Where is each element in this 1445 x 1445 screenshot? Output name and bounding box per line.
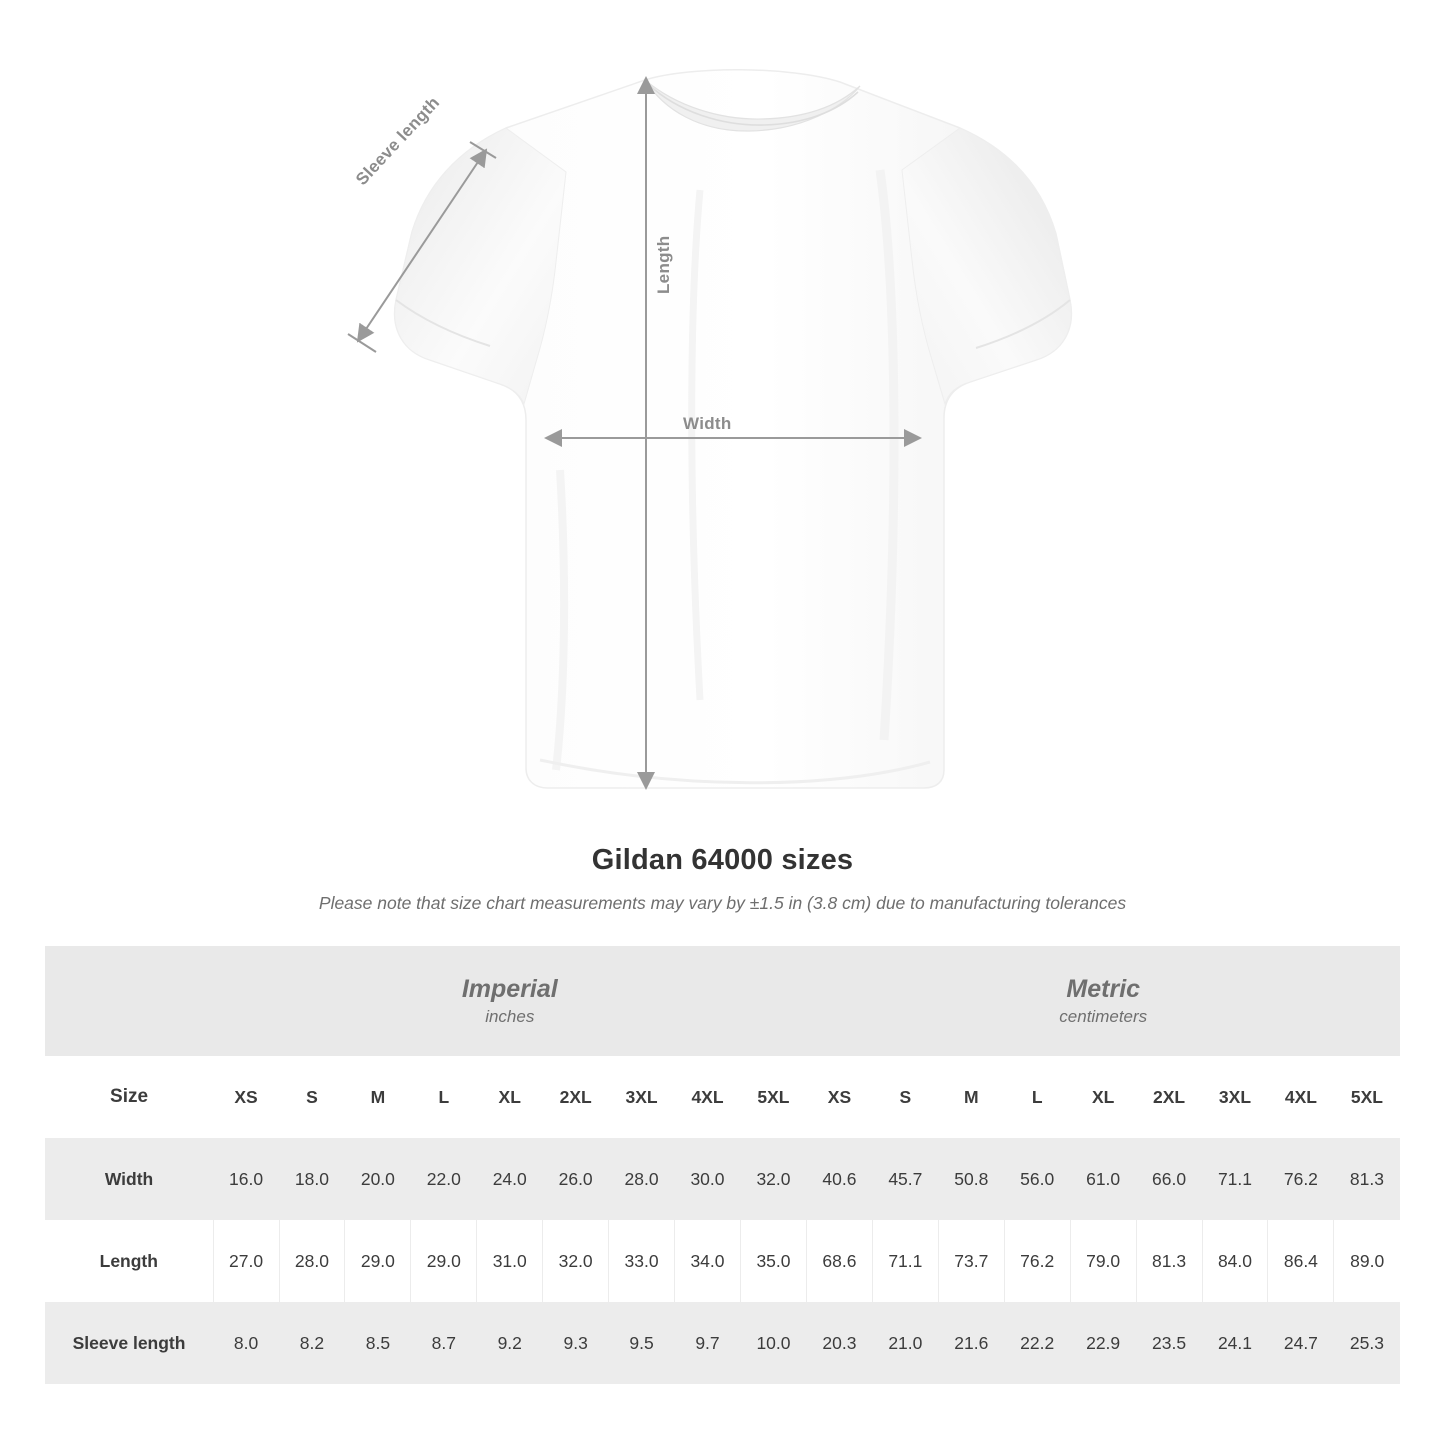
size-header-cell: M	[345, 1056, 411, 1138]
cell-width: 81.3	[1334, 1138, 1400, 1220]
cell-width: 40.6	[806, 1138, 872, 1220]
size-header-cell: 2XL	[543, 1056, 609, 1138]
cell-length: 27.0	[213, 1220, 279, 1302]
cell-length: 34.0	[675, 1220, 741, 1302]
cell-length: 79.0	[1070, 1220, 1136, 1302]
size-chart-table	[45, 946, 1400, 1384]
page-title: Gildan 64000 sizes	[591, 844, 854, 876]
tolerance-note: Please note that size chart measurements may vary by ±1.5 in (3.8 cm) due to manufacturing tolerances	[318, 893, 1127, 913]
cell-length: 73.7	[938, 1220, 1004, 1302]
sleeve-length-dimension-label: Sleeve length	[352, 92, 444, 189]
cell-sleeve-length: 22.9	[1070, 1302, 1136, 1384]
cell-sleeve-length: 9.3	[543, 1302, 609, 1384]
cell-width: 32.0	[740, 1138, 806, 1220]
cell-sleeve-length: 9.2	[477, 1302, 543, 1384]
row-label-length: Length	[45, 1220, 213, 1302]
cell-width: 45.7	[872, 1138, 938, 1220]
cell-sleeve-length: 8.0	[213, 1302, 279, 1384]
cell-length: 29.0	[345, 1220, 411, 1302]
cell-sleeve-length: 9.5	[609, 1302, 675, 1384]
cell-length: 29.0	[411, 1220, 477, 1302]
imperial-group-header	[213, 946, 806, 1056]
cell-length: 81.3	[1136, 1220, 1202, 1302]
cell-sleeve-length: 8.5	[345, 1302, 411, 1384]
cell-sleeve-length: 8.7	[411, 1302, 477, 1384]
size-header-cell: S	[279, 1056, 345, 1138]
size-header-label: Size	[45, 1056, 213, 1138]
cell-width: 56.0	[1004, 1138, 1070, 1220]
cell-length: 84.0	[1202, 1220, 1268, 1302]
cell-sleeve-length: 24.1	[1202, 1302, 1268, 1384]
cell-width: 18.0	[279, 1138, 345, 1220]
size-header-cell: S	[872, 1056, 938, 1138]
cell-width: 26.0	[543, 1138, 609, 1220]
cell-width: 20.0	[345, 1138, 411, 1220]
size-header-cell: L	[411, 1056, 477, 1138]
unit-system-band	[45, 946, 1400, 1056]
size-header-cell: XL	[477, 1056, 543, 1138]
cell-length: 89.0	[1334, 1220, 1400, 1302]
size-header-cell: XS	[213, 1056, 279, 1138]
cell-width: 24.0	[477, 1138, 543, 1220]
cell-length: 35.0	[740, 1220, 806, 1302]
cell-width: 61.0	[1070, 1138, 1136, 1220]
cell-width: 22.0	[411, 1138, 477, 1220]
size-header-cell: XS	[806, 1056, 872, 1138]
size-header-cell: 3XL	[609, 1056, 675, 1138]
table-row	[45, 1302, 1400, 1384]
size-chart-table-wrapper	[45, 946, 1400, 1384]
cell-length: 86.4	[1268, 1220, 1334, 1302]
imperial-label: Imperial	[461, 974, 558, 1003]
size-header-cell: 5XL	[740, 1056, 806, 1138]
cell-length: 28.0	[279, 1220, 345, 1302]
cell-sleeve-length: 22.2	[1004, 1302, 1070, 1384]
cell-length: 31.0	[477, 1220, 543, 1302]
imperial-unit: inches	[485, 1007, 535, 1027]
size-header-cell: M	[938, 1056, 1004, 1138]
cell-sleeve-length: 25.3	[1334, 1302, 1400, 1384]
cell-sleeve-length: 8.2	[279, 1302, 345, 1384]
cell-sleeve-length: 20.3	[806, 1302, 872, 1384]
width-dimension-label: Width	[683, 414, 732, 433]
metric-unit: centimeters	[1059, 1007, 1148, 1027]
size-header-cell: 2XL	[1136, 1056, 1202, 1138]
unit-band-spacer	[45, 946, 213, 1056]
cell-sleeve-length: 9.7	[675, 1302, 741, 1384]
length-dimension-label: Length	[654, 235, 673, 294]
cell-length: 71.1	[872, 1220, 938, 1302]
cell-width: 50.8	[938, 1138, 1004, 1220]
cell-sleeve-length: 23.5	[1136, 1302, 1202, 1384]
cell-width: 30.0	[675, 1138, 741, 1220]
cell-width: 71.1	[1202, 1138, 1268, 1220]
table-row	[45, 1220, 1400, 1302]
cell-width: 76.2	[1268, 1138, 1334, 1220]
cell-sleeve-length: 10.0	[740, 1302, 806, 1384]
size-header-cell: L	[1004, 1056, 1070, 1138]
size-header-cell: 3XL	[1202, 1056, 1268, 1138]
size-header-cell: XL	[1070, 1056, 1136, 1138]
cell-length: 68.6	[806, 1220, 872, 1302]
size-header-cell: 4XL	[675, 1056, 741, 1138]
cell-width: 16.0	[213, 1138, 279, 1220]
row-label-width: Width	[45, 1138, 213, 1220]
size-header-cell: 4XL	[1268, 1056, 1334, 1138]
cell-length: 76.2	[1004, 1220, 1070, 1302]
cell-sleeve-length: 24.7	[1268, 1302, 1334, 1384]
row-label-sleeve-length: Sleeve length	[45, 1302, 213, 1384]
size-header-row	[45, 1056, 1400, 1138]
metric-label: Metric	[1066, 974, 1141, 1003]
cell-width: 28.0	[609, 1138, 675, 1220]
table-row	[45, 1138, 1400, 1220]
cell-sleeve-length: 21.0	[872, 1302, 938, 1384]
cell-length: 33.0	[609, 1220, 675, 1302]
cell-length: 32.0	[543, 1220, 609, 1302]
size-header-cell: 5XL	[1334, 1056, 1400, 1138]
cell-width: 66.0	[1136, 1138, 1202, 1220]
cell-sleeve-length: 21.6	[938, 1302, 1004, 1384]
metric-group-header	[806, 946, 1400, 1056]
